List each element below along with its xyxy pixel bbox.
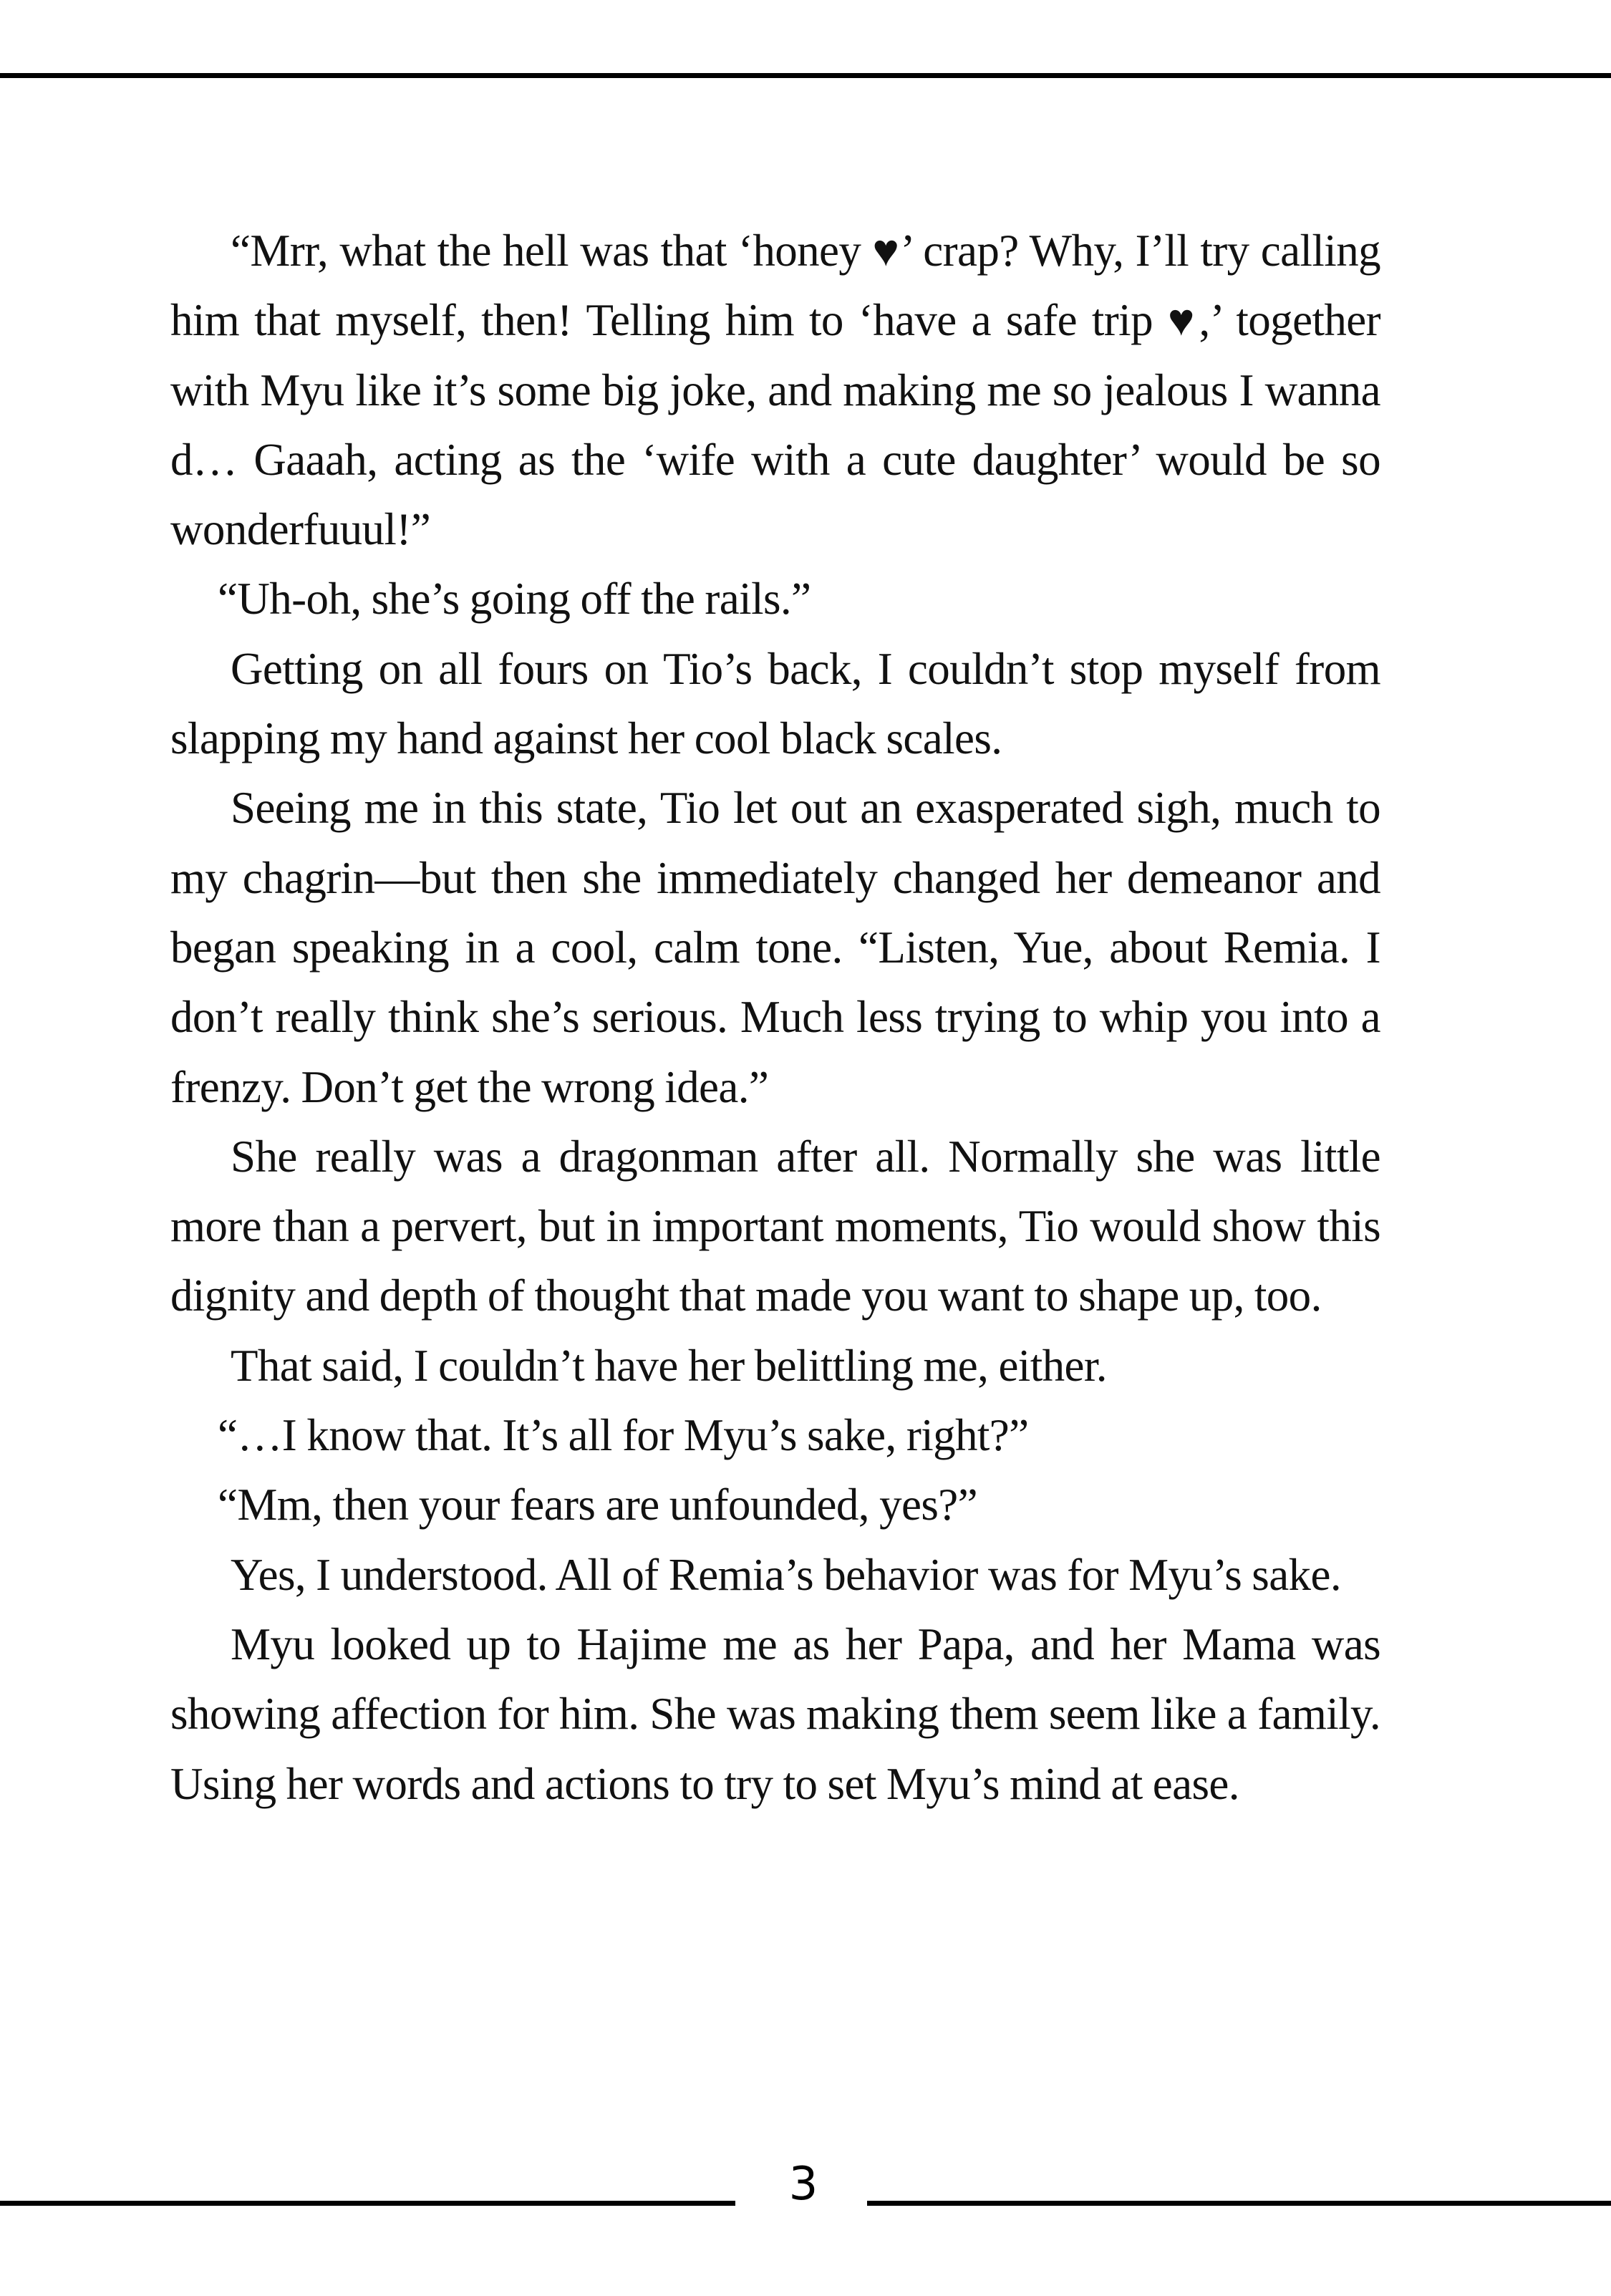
page-number: 3 — [788, 2158, 818, 2211]
paragraph: Getting on all fours on Tio’s back, I couldn’t stop myself from slapping my hand against her cool black scales. — [170, 643, 1380, 764]
page-body-text — [170, 216, 1380, 1819]
footer-rule-right — [867, 2201, 1611, 2206]
paragraph: “Mrr, what the hell was that ‘honey ♥’ crap? Why, I’ll try calling him that myself, then! Telling him to ‘have a safe trip ♥,’ together with Myu like it’s some big joke, and making me so jealous I wanna d… Gaaah, acting as the ‘wife with a cute daughter’ would be so wonderfuuul!” — [170, 226, 1380, 555]
paragraph: Seeing me in this state, Tio let out an exasperated sigh, much to my chagrin—but then she immediately changed her demeanor and began speaking in a cool, calm tone. “Listen, Yue, about Remia. I don’t really think she’s serious. Much less trying to whip you into a frenzy. Don’t get the wrong idea.” — [170, 783, 1380, 1112]
paragraph: Myu looked up to Hajime me as her Papa, and her Mama was showing affection for him. She was making them seem like a family. Using her words and actions to try to set Myu’s mind at ease. — [170, 1619, 1380, 1809]
footer-rule-left — [0, 2201, 735, 2206]
paragraph: She really was a dragonman after all. Normally she was little more than a pervert, but in important moments, Tio would show this dignity and depth of thought that made you want to shape up, too. — [170, 1131, 1380, 1321]
paragraph: Yes, I understood. All of Remia’s behavior was for Myu’s sake. — [231, 1549, 1341, 1600]
paragraph: “Mm, then your fears are unfounded, yes?” — [218, 1480, 977, 1530]
paragraph: “Uh-oh, she’s going off the rails.” — [218, 574, 811, 624]
header-rule — [0, 73, 1611, 78]
paragraph: “…I know that. It’s all for Myu’s sake, right?” — [218, 1410, 1029, 1461]
paragraph: That said, I couldn’t have her belittling me, either. — [231, 1340, 1107, 1391]
